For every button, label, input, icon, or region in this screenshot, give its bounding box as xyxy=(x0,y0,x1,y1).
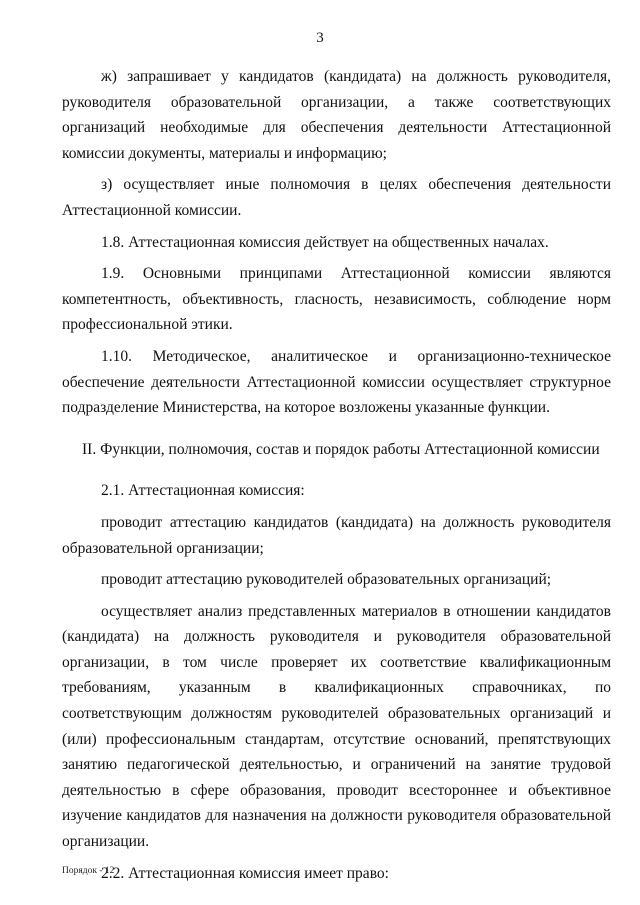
paragraph-item-zh: ж) запрашивает у кандидатов (кандидата) на должность руководителя, руководителя образовательной организации, а также соответствующих организаций необходимые для обеспечения деятельности Аттестационной комиссии документы, материалы и информацию; xyxy=(62,68,611,162)
section-heading: II. Функции, полномочия, состав и порядок работы Аттестационной комиссии xyxy=(82,440,600,458)
paragraph-certify-heads: проводит аттестацию руководителей образовательных организаций; xyxy=(101,571,552,589)
paragraph-1-8: 1.8. Аттестационная комиссия действует на общественных началах. xyxy=(101,233,549,251)
paragraph-1-9: 1.9. Основными принципами Аттестационной комиссии являются компетентность, объективность, гласность, независимость, соблюдение норм профессиональной этики. xyxy=(62,265,611,334)
page-number: 3 xyxy=(316,30,324,46)
paragraph-analysis: осуществляет анализ представленных материалов в отношении кандидатов (кандидата) на должность руководителя и руководителя образовательной организации, в том числе проверяет их соответствие квалификационным требованиям, указанным в квалификационных справочниках, по соответствующим должностям руководителей образовательных организаций и (или) профессиональным стандартам, отсутствие оснований, препятствующих занятию педагогической деятельностью, и ограничений на занятие трудовой деятельностью в сфере образования, проводит всестороннее и объективное изучение кандидатов для назначения на должности руководителя образовательной организации. xyxy=(62,602,611,851)
document-body xyxy=(62,64,611,892)
paragraph-2-2: 2.2. Аттестационная комиссия имеет право: xyxy=(101,864,389,882)
paragraph-certify-candidates: проводит аттестацию кандидатов (кандидата) на должность руководителя образовательной организации; xyxy=(62,513,611,557)
paragraph-item-z: з) осуществляет иные полномочия в целях обеспечения деятельности Аттестационной комиссии. xyxy=(62,176,611,219)
paragraph-1-10: 1.10. Методическое, аналитическое и организационно-техническое обеспечение деятельности Аттестационной комиссии осуществляет структурное подразделение Министерства, на которое возложены указанные функции. xyxy=(62,347,611,417)
footer-label: Порядок - 12 xyxy=(62,866,115,876)
paragraph-2-1: 2.1. Аттестационная комиссия: xyxy=(101,482,305,500)
